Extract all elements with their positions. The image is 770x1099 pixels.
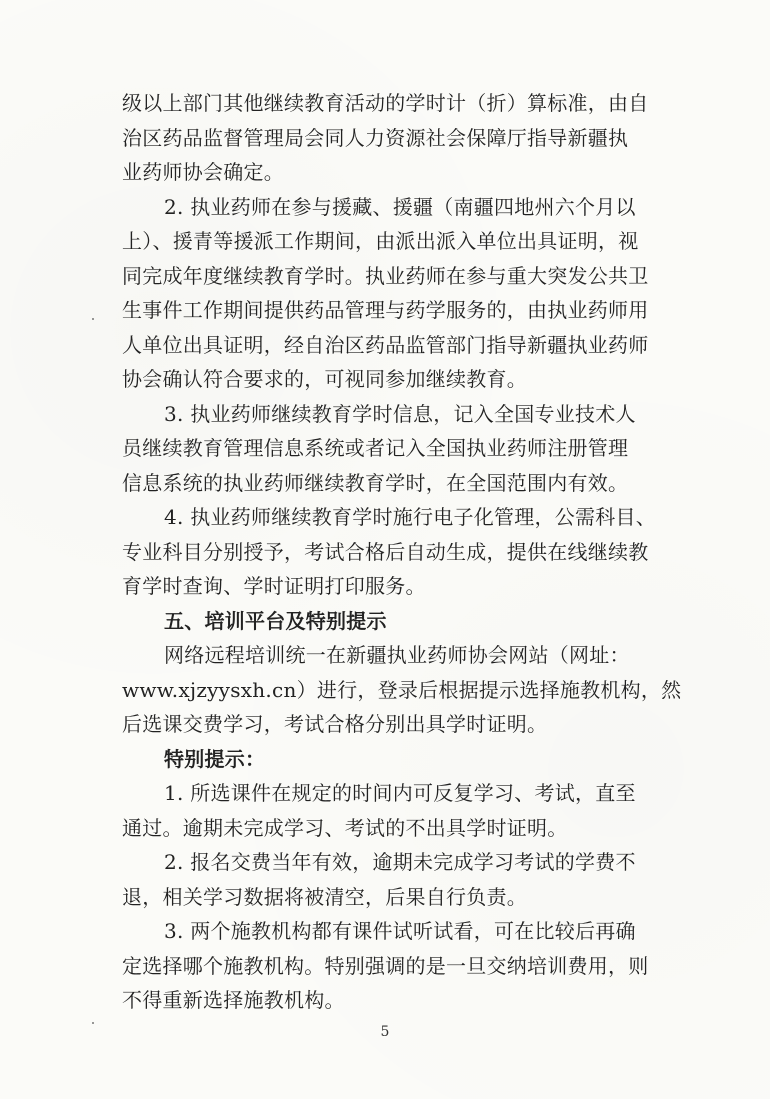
note-paragraph-1: 1. 所选课件在规定的时间内可反复学习、考试，直至 bbox=[164, 781, 636, 805]
body-line: 治区药品监督管理局会同人力资源社会保障厅指导新疆执 bbox=[122, 125, 629, 150]
note-paragraph-3: 3. 两个施教机构都有课件试听试看，可在比较后再确 bbox=[164, 919, 636, 943]
body-line: 网络远程培训统一在新疆执业药师协会网站（网址： bbox=[164, 643, 630, 667]
body-line: 同完成年度继续教育学时。执业药师在参与重大突发公共卫 bbox=[122, 263, 649, 288]
body-line: 定选择哪个施教机构。特别强调的是一旦交纳培训费用，则 bbox=[122, 953, 649, 978]
special-note-heading: 特别提示： bbox=[164, 746, 266, 771]
numbered-paragraph-3: 3. 执业药师继续教育学时信息，记入全国专业技术人 bbox=[164, 401, 636, 426]
document-body bbox=[122, 86, 682, 1018]
numbered-paragraph-4: 4. 执业药师继续教育学时施行电子化管理，公需科目、 bbox=[164, 505, 656, 529]
body-line: 退，相关学习数据将被清空，后果自行负责。 bbox=[122, 884, 527, 909]
body-line: 员继续教育管理信息系统或者记入全国执业药师注册管理 bbox=[122, 436, 629, 460]
body-line: 上）、援青等援派工作期间，由派出派入单位出具证明，视 bbox=[122, 229, 639, 253]
body-line: 生事件工作期间提供药品管理与药学服务的，由执业药师用 bbox=[122, 298, 649, 322]
body-line: 信息系统的执业药师继续教育学时，在全国范围内有效。 bbox=[122, 470, 629, 495]
body-line: 专业科目分别授予，考试合格后自动生成，提供在线继续教 bbox=[122, 539, 649, 564]
body-line: 不得重新选择施教机构。 bbox=[122, 988, 345, 1012]
scan-speck bbox=[92, 318, 94, 320]
body-line: 人单位出具证明，经自治区药品监管部门指导新疆执业药师 bbox=[122, 332, 649, 357]
body-line: 通过。逾期未完成学习、考试的不出具学时证明。 bbox=[122, 815, 568, 840]
note-paragraph-2: 2. 报名交费当年有效，逾期未完成学习考试的学费不 bbox=[164, 850, 636, 874]
body-line: 级以上部门其他继续教育活动的学时计（折）算标准，由自 bbox=[122, 91, 649, 115]
section-heading: 五、培训平台及特别提示 bbox=[164, 608, 387, 633]
body-line: 育学时查询、学时证明打印服务。 bbox=[122, 574, 426, 598]
body-line: 协会确认符合要求的，可视同参加继续教育。 bbox=[122, 367, 527, 391]
scan-speck bbox=[92, 1022, 94, 1024]
website-line: www.xjzyysxh.cn）进行，登录后根据提示选择施教机构，然 bbox=[122, 677, 682, 702]
page-number: 5 bbox=[380, 1024, 390, 1040]
body-line: 业药师协会确定。 bbox=[122, 160, 284, 184]
numbered-paragraph-2: 2. 执业药师在参与援藏、援疆（南疆四地州六个月以 bbox=[164, 194, 636, 219]
body-line: 后选课交费学习，考试合格分别出具学时证明。 bbox=[122, 712, 548, 736]
